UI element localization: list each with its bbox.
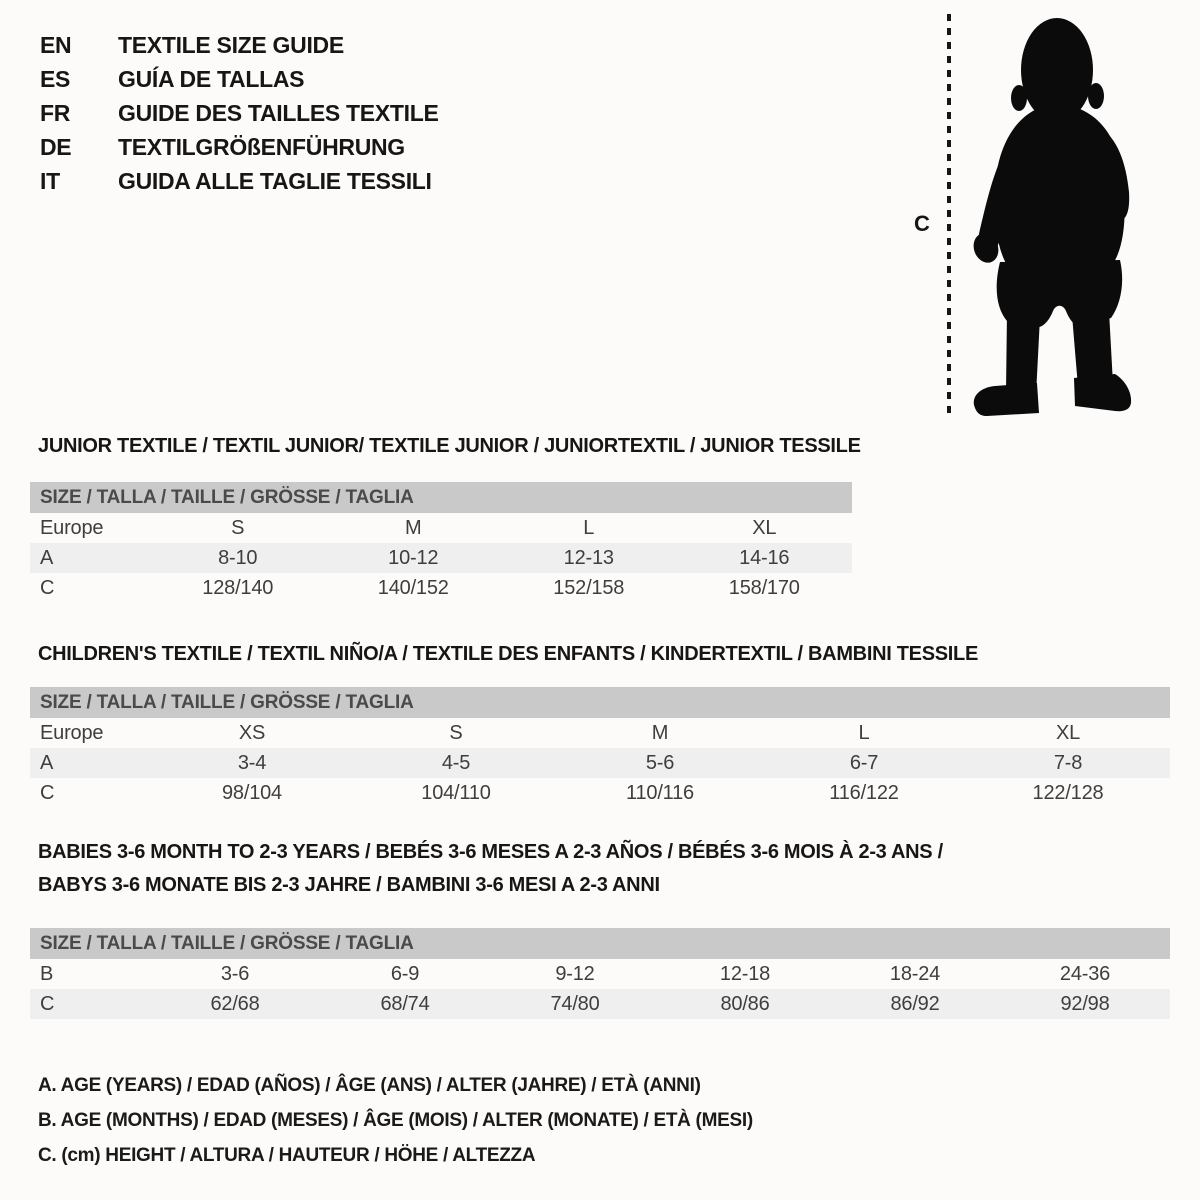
cell-value: XL (1055, 721, 1081, 744)
cell-value: XL (752, 516, 777, 539)
cell-value: 6-7 (849, 751, 879, 774)
language-row (40, 62, 439, 96)
cell-value: 5-6 (645, 751, 675, 774)
cell-value: 68/74 (380, 992, 430, 1015)
table-row (30, 573, 852, 603)
cell-value: 14-16 (739, 546, 790, 569)
table-row (30, 718, 1170, 748)
language-code: ES (40, 65, 71, 92)
section-heading-line: JUNIOR TEXTILE / TEXTIL JUNIOR/ TEXTILE JUNIOR / JUNIORTEXTIL / JUNIOR TESSILE (38, 435, 861, 457)
cell-value: 24-36 (1059, 962, 1111, 985)
height-measure-label: C (914, 211, 930, 236)
row-label: C (40, 781, 55, 804)
cell-value: 110/116 (626, 781, 694, 804)
baby-silhouette-shape (970, 18, 1132, 416)
row-label: C (40, 576, 55, 599)
cell-value: 92/98 (1060, 992, 1110, 1015)
size-section-junior (0, 430, 1200, 603)
height-measure-line (945, 14, 953, 418)
cell-value: 18-24 (889, 962, 941, 985)
row-label: Europe (40, 516, 104, 539)
language-list (40, 28, 439, 198)
cell-value: 12-18 (719, 962, 771, 985)
baby-silhouette (962, 14, 1140, 418)
cell-value: L (858, 721, 870, 744)
cell-value: 12-13 (563, 546, 614, 569)
size-table (30, 928, 1170, 1019)
language-title: GUIDE DES TAILLES TEXTILE (118, 99, 439, 126)
cell-value: 116/122 (829, 781, 899, 804)
table-row (30, 959, 1170, 989)
cell-value: 62/68 (210, 992, 260, 1015)
language-title: TEXTILE SIZE GUIDE (118, 31, 344, 58)
language-title: GUÍA DE TALLAS (118, 65, 305, 92)
cell-value: 3-4 (237, 751, 267, 774)
legend-line: B. AGE (MONTHS) / EDAD (MESES) / ÂGE (MOIS) / ALTER (MONATE) / ETÀ (MESI) (38, 1110, 753, 1131)
language-row (40, 96, 439, 130)
cell-value: S (231, 516, 245, 539)
cell-value: 6-9 (390, 962, 420, 985)
table-row (30, 543, 852, 573)
cell-value: M (651, 721, 669, 744)
row-label: B (40, 962, 54, 985)
section-heading-line: CHILDREN'S TEXTILE / TEXTIL NIÑO/A / TEXTILE DES ENFANTS / KINDERTEXTIL / BAMBINI TESSILE (38, 643, 978, 665)
cell-value: 122/128 (1032, 781, 1104, 804)
language-title: GUIDA ALLE TAGLIE TESSILI (118, 167, 432, 194)
size-table (30, 482, 852, 603)
cell-value: 7-8 (1053, 751, 1083, 774)
section-heading (38, 430, 1200, 463)
cell-value: 9-12 (555, 962, 595, 985)
cell-value: 140/152 (377, 576, 449, 599)
cell-value: 98/104 (222, 781, 282, 804)
language-row (40, 130, 439, 164)
cell-value: 80/86 (720, 992, 770, 1015)
cell-value: 104/110 (421, 781, 491, 804)
row-label: A (40, 751, 54, 774)
measurement-legend (38, 1068, 753, 1173)
language-code: DE (40, 133, 72, 160)
row-label: A (40, 546, 54, 569)
section-heading (38, 836, 1200, 902)
legend-line: A. AGE (YEARS) / EDAD (AÑOS) / ÂGE (ANS) / ALTER (JAHRE) / ETÀ (ANNI) (38, 1075, 701, 1096)
cell-value: 74/80 (550, 992, 600, 1015)
size-header-bar: SIZE / TALLA / TAILLE / GRÖSSE / TAGLIA (30, 482, 852, 513)
table-row (30, 748, 1170, 778)
cell-value: 86/92 (890, 992, 940, 1015)
section-heading-line: BABIES 3-6 MONTH TO 2-3 YEARS / BEBÉS 3-6 MESES A 2-3 AÑOS / BÉBÉS 3-6 MOIS À 2-3 ANS / (38, 841, 943, 863)
cell-value: 158/170 (728, 576, 800, 599)
cell-value: 152/158 (553, 576, 625, 599)
size-table (30, 687, 1170, 808)
cell-value: M (405, 516, 422, 539)
table-row (30, 778, 1170, 808)
language-code: EN (40, 31, 72, 58)
section-heading (38, 638, 1200, 671)
cell-value: L (583, 516, 595, 539)
language-row (40, 28, 439, 62)
cell-value: XS (238, 721, 266, 744)
size-header-bar: SIZE / TALLA / TAILLE / GRÖSSE / TAGLIA (30, 928, 1170, 959)
table-row (30, 989, 1170, 1019)
cell-value: 10-12 (388, 546, 439, 569)
language-code: IT (40, 167, 60, 194)
row-label: C (40, 992, 55, 1015)
cell-value: 8-10 (218, 546, 258, 569)
row-label: Europe (40, 721, 104, 744)
language-title: TEXTILGRÖßENFÜHRUNG (118, 133, 405, 160)
language-row (40, 164, 439, 198)
size-section-children (0, 638, 1200, 808)
table-row (30, 513, 852, 543)
size-header-bar: SIZE / TALLA / TAILLE / GRÖSSE / TAGLIA (30, 687, 1170, 718)
size-section-babies (0, 836, 1200, 1019)
language-code: FR (40, 99, 71, 126)
cell-value: 3-6 (220, 962, 250, 985)
cell-value: 128/140 (202, 576, 274, 599)
section-heading-line: BABYS 3-6 MONATE BIS 2-3 JAHRE / BAMBINI 3-6 MESI A 2-3 ANNI (38, 874, 660, 896)
legend-line: C. (cm) HEIGHT / ALTURA / HAUTEUR / HÖHE / ALTEZZA (38, 1145, 536, 1166)
cell-value: S (449, 721, 463, 744)
cell-value: 4-5 (441, 751, 471, 774)
